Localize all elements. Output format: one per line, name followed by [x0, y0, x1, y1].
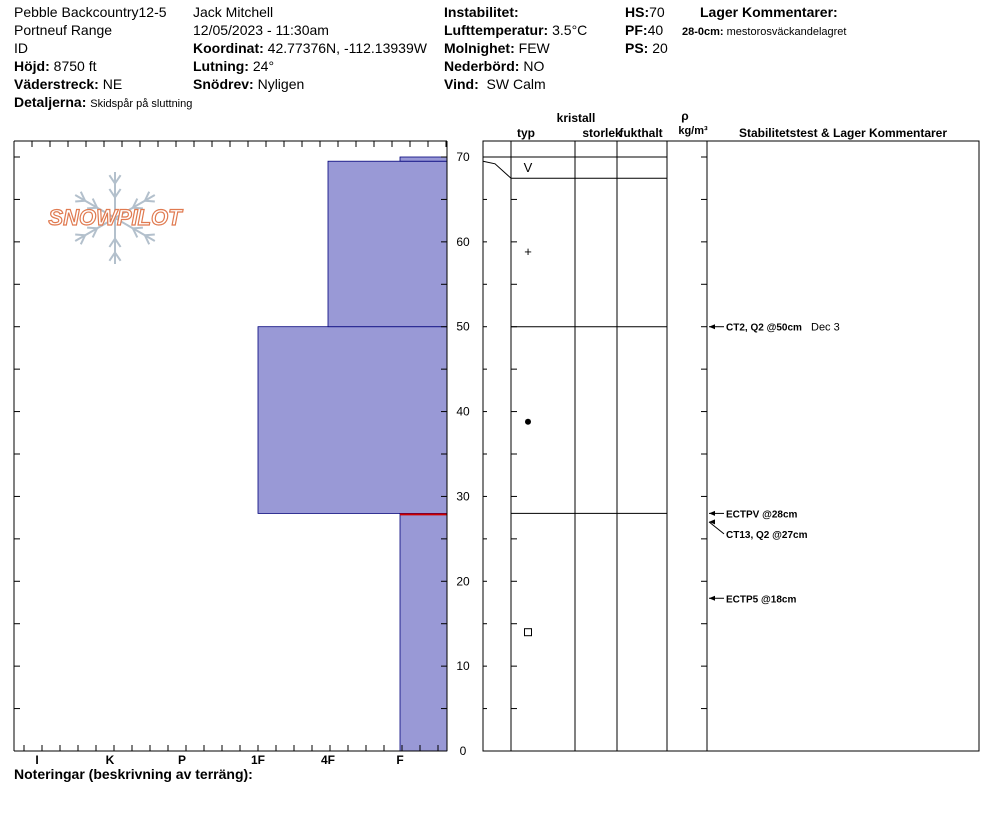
layer-comments-title: Lager Kommentarer: — [700, 4, 838, 20]
hardness-layer-0 — [400, 513, 447, 751]
snowflake-branch — [75, 235, 85, 236]
layer-comment-text: mestorosväckandelagret — [726, 26, 847, 38]
height-tick-label: 40 — [456, 404, 470, 419]
height-tick-label: 30 — [456, 489, 470, 504]
wind-value: SW Calm — [486, 76, 546, 92]
instability-label: Instabilitet: — [444, 4, 519, 20]
logo-text: SNOWPILOT — [48, 205, 182, 230]
precip-value: NO — [523, 58, 545, 74]
height-tick-label: 10 — [456, 659, 470, 674]
height-tick-label: 60 — [456, 234, 470, 249]
stability-test-note: Dec 3 — [811, 321, 840, 334]
state-name: ID — [14, 40, 28, 56]
coordinate-value: 42.77376N, -112.13939W — [267, 40, 427, 56]
elevation-value: 8750 ft — [53, 58, 97, 74]
elevation-label: Höjd: — [14, 58, 50, 74]
column-header-type: typ — [517, 126, 535, 140]
grain-symbol: + — [524, 244, 532, 260]
hardness-layer-3 — [400, 157, 447, 161]
grain-symbol-faceted — [525, 629, 532, 636]
column-header-rho: ρ — [681, 109, 689, 123]
stability-leader — [709, 522, 724, 534]
snowflake-branch — [145, 235, 155, 236]
hardness-tick-label: K — [105, 753, 115, 767]
grain-symbol: V — [523, 160, 533, 176]
height-tick-label: 70 — [456, 150, 470, 164]
column-header-moisture: fukthalt — [619, 126, 663, 140]
layer-connector-line — [483, 161, 511, 178]
slope-label: Lutning: — [193, 58, 249, 74]
hardness-tick-label: P — [177, 753, 187, 767]
drift-value: Nyligen — [257, 76, 305, 92]
hardness-tick-label: 1F — [250, 753, 266, 767]
stability-arrow-icon — [709, 511, 715, 516]
stability-test-label: CT13, Q2 @27cm — [726, 529, 808, 541]
air-temp-value: 3.5°C — [552, 22, 588, 38]
hardness-tick-label: F — [396, 753, 404, 767]
location-name: Pebble Backcountry12-5 — [14, 4, 167, 20]
aspect-value: NE — [102, 76, 123, 92]
layer-comment-depth: 28-0cm: — [682, 26, 724, 38]
hs-label: HS: — [625, 4, 650, 20]
drift-label: Snödrev: — [193, 76, 254, 92]
snowflake-branch — [75, 201, 85, 202]
grain-symbol-rounded — [525, 419, 531, 425]
coordinate-label: Koordinat: — [193, 40, 264, 56]
snowpilot-logo — [48, 172, 183, 264]
air-temp-label: Lufttemperatur: — [444, 22, 549, 38]
height-tick-label: 20 — [456, 574, 470, 589]
column-header-density-unit: kg/m³ — [678, 125, 708, 137]
stability-test-label: ECTP5 @18cm — [726, 594, 797, 606]
slope-value: 24° — [252, 58, 275, 74]
details-label: Detaljerna: — [14, 94, 87, 110]
sky-value: FEW — [518, 40, 550, 56]
snowflake-branch — [145, 201, 155, 202]
hardness-tick-label: I — [35, 753, 39, 767]
ps-label: PS: — [625, 40, 649, 56]
stability-test-label: ECTPV @28cm — [726, 509, 798, 521]
pf-label: PF: — [625, 22, 648, 38]
stability-arrow-icon — [709, 596, 715, 601]
hardness-layer-1 — [258, 327, 447, 514]
height-tick-label: 0 — [459, 744, 467, 758]
sky-label: Molnighet: — [444, 40, 515, 56]
layer-table-frame — [483, 141, 979, 751]
ps-value: 20 — [652, 40, 668, 56]
column-header-size: storlek — [582, 126, 622, 140]
wind-label: Vind: — [444, 76, 479, 92]
pf-value: 40 — [647, 22, 664, 38]
details-value: Skidspår på sluttning — [90, 98, 193, 110]
column-header-crystal: kristall — [556, 111, 596, 125]
observer-name: Jack Mitchell — [193, 4, 274, 20]
range-name: Portneuf Range — [14, 22, 113, 38]
column-header-stability: Stabilitetstest & Lager Kommentarer — [738, 126, 948, 140]
stability-arrow-icon — [709, 519, 715, 524]
stability-test-label: CT2, Q2 @50cm — [726, 322, 802, 334]
aspect-label: Väderstreck: — [14, 76, 99, 92]
hardness-tick-label: 4F — [320, 753, 336, 767]
height-tick-label: 50 — [456, 319, 470, 334]
stability-arrow-icon — [709, 324, 715, 329]
observation-datetime: 12/05/2023 - 11:30am — [193, 22, 329, 38]
notes-label: Noteringar (beskrivning av terräng): — [14, 766, 253, 782]
hardness-layer-2 — [328, 161, 447, 327]
precip-label: Nederbörd: — [444, 58, 520, 74]
hs-value: 70 — [649, 4, 665, 20]
